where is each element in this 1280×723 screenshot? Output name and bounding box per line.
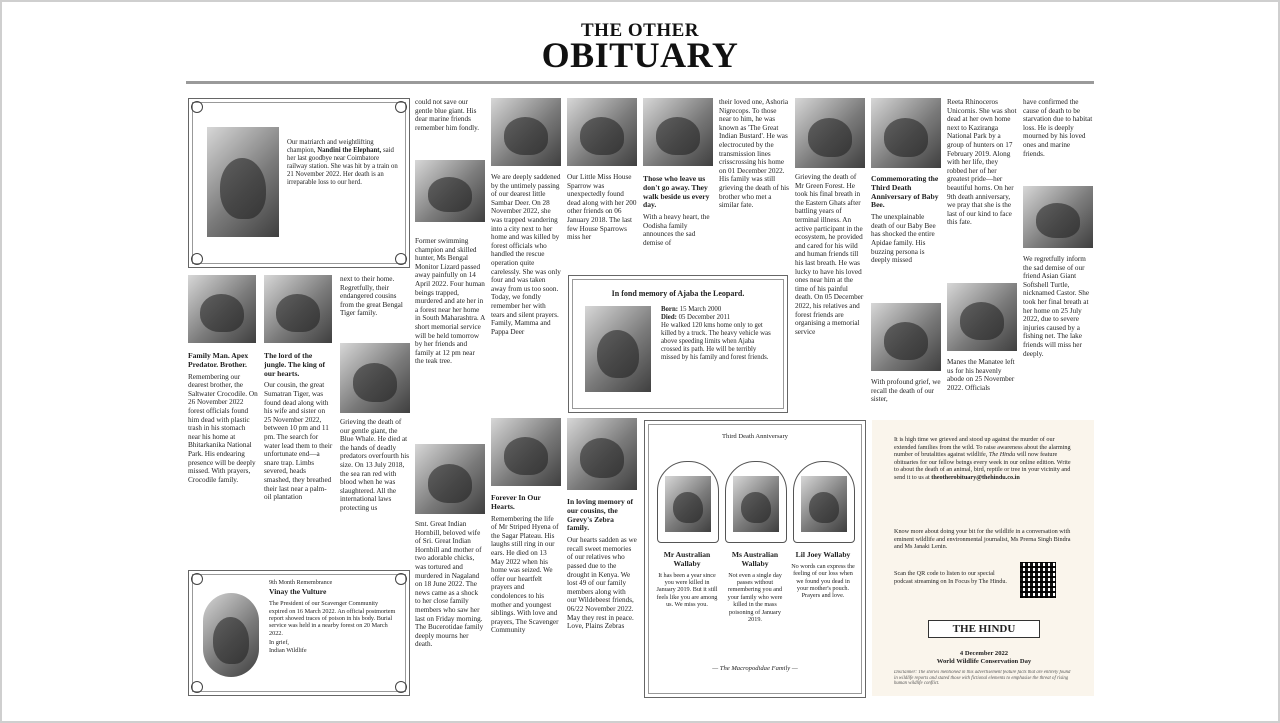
born-label: Born: <box>661 306 678 313</box>
wallaby-member-2 <box>723 549 787 659</box>
wallaby-box <box>644 420 866 698</box>
wallaby-name-3: Lil Joey Wallaby <box>795 550 851 559</box>
qr-code-icon[interactable] <box>1020 562 1056 598</box>
vulture-heading: Vinay the Vulture <box>269 587 327 597</box>
the-hindu-logo: THE HINDU <box>928 620 1040 638</box>
leopard-text <box>661 306 775 396</box>
nandini-text <box>287 139 399 259</box>
wallaby-text-3: No words can express the feeling of our loss when we found you dead in your mother's pouch. Prayers and love. <box>791 562 855 600</box>
deer-obituary: We are deeply saddened by the untimely passing of our dearest little Sambar Deer. On 28 November 2022, she was trapped wandering into a city next to her home and was killed by forest officials who handled the rescue operation quite carelessly. She was only four and was taken away from us too soon. Today, we fondly remember her with tears and silent prayers. Family, Mamma and Pappa Deer <box>491 173 561 336</box>
appeal-podcast: Scan the QR code to listen to our special podcast streaming on In Focus by The Hindu. <box>894 570 1007 585</box>
vulture-title: 9th Month Remembrance <box>269 579 333 586</box>
leopard-box <box>568 275 788 413</box>
zebra-heading: In loving memory of our cousins, the Grevy's Zebra family. <box>567 497 634 533</box>
rhino-lead: With profound grief, we recall the death of our sister, <box>871 378 941 404</box>
appeal-date: 4 December 2022 <box>959 650 1009 657</box>
zebra-photo <box>567 418 637 490</box>
bee-heading: Commemorating the Third Death Anniversary of Baby Bee. <box>871 174 939 210</box>
manatee-photo <box>947 283 1017 351</box>
leopard-heading: In fond memory of Ajaba the Leopard. <box>611 289 745 298</box>
ornament-icon <box>191 681 203 693</box>
komodo-obituary: Former swimming champion and skilled hunter, Ms Bengal Monitor Lizard passed away painfully on 14 April 2022. Four human beings trapped, murdered and ate her in a forest near her home in South Maharashtra. A short memorial service will be held tomorrow by her friends and family at 12 pm near the teak tree. <box>415 237 485 366</box>
bee-obituary <box>871 173 941 293</box>
ornament-icon <box>395 101 407 113</box>
komodo-photo <box>415 160 485 222</box>
appeal-conversation: Know more about doing your bit for the wildlife in a conversation with eminent wildlife and environmental journalist, Ms Prerna Singh Bindra and Ms Janaki Lenin. <box>894 528 1071 551</box>
masthead-title: OBITUARY <box>541 35 739 75</box>
wallaby-photo-2 <box>733 476 779 532</box>
forest-photo <box>795 98 865 168</box>
manatee-obituary: Manes the Manatee left us for his heavenly abode on 25 November 2022. Officials <box>947 358 1015 392</box>
masthead-line1: THE OTHER <box>581 20 699 41</box>
wallaby-name-2: Ms Australian Wallaby <box>731 550 779 568</box>
vulture-text <box>269 579 397 689</box>
masthead-rule <box>186 81 1094 84</box>
died-label: Died: <box>661 314 677 321</box>
hyena-photo <box>491 418 561 486</box>
hornbill-photo <box>415 444 485 514</box>
appeal-disclaimer: Disclaimer: The stories mentioned in this advertisement feature facts that are entirely found in wildlife reports and stated those with fictional elements to emphasise the threat of rising human wildlife conflict. <box>894 670 1071 687</box>
tiger-continued: next to their home. Regretfully, their endangered cousins from the great Bengal Tiger family. <box>340 275 403 318</box>
tiger-obituary <box>264 350 334 560</box>
wallaby-name-1: Mr Australian Wallaby <box>663 550 711 568</box>
appeal-panel <box>872 420 1094 696</box>
hyena-obituary <box>491 492 561 696</box>
nandini-text-post: said her last goodbye near Coimbatore railway station. She was hit by a train on 21 November 2022. Her death is an irreparable loss to our herd. <box>287 147 398 186</box>
tiger-text: Our cousin, the great Sumatran Tiger, was found dead along with his wife and sister on 25 November 2022, between 10 pm and 11 pm. The search for water lead them to their unfortunate end—a snare trap. Limbs severed, heads smashed, they breathed their last near a palm-oil plantation <box>264 381 333 502</box>
ornament-icon <box>191 573 203 585</box>
sparrow-obituary: Our Little Miss House Sparrow was unexpectedly found dead along with her 200 other friends on 06 January 2018. The last few House Sparrows miss her <box>567 173 637 242</box>
wallaby-frame-1 <box>657 461 719 543</box>
deer-photo <box>491 98 561 166</box>
vulture-box <box>188 570 410 696</box>
born-date: 15 March 2000 <box>679 306 722 313</box>
zebra-obituary <box>567 496 637 696</box>
wallaby-text-1: It has been a year since you were killed in January 2019. But it still feels like you are among us. We miss you. <box>656 571 718 609</box>
rhino-photo <box>871 303 941 371</box>
appeal-intro-pre: It is high time we grieved and stood up against the murder of our extended families from the wild. To raise awareness about the alarming number of brutalities against wildlife, <box>894 436 1071 459</box>
whale-obituary: Grieving the death of our gentle giant, the Blue Whale. He died at the hands of deadly predators overfourth his size. On 13 July 2018, the sea ran red with blood when he was slaughtered. All the international laws protecting us <box>340 418 410 512</box>
crocodile-heading: Family Man. Apex Predator. Brother. <box>188 351 249 369</box>
nandini-name: Nandini the Elephant, <box>317 147 382 154</box>
manatee-continued: have confirmed the cause of death to be starvation due to habitat loss. He is deeply mourned by his loved ones and marine friends. <box>1023 98 1093 158</box>
ornament-icon <box>191 101 203 113</box>
crocodile-photo <box>188 275 256 343</box>
wallaby-frame-3 <box>793 461 855 543</box>
wallaby-title: Third Death Anniversary <box>722 433 788 440</box>
bustard-obituary <box>643 173 713 273</box>
leopard-photo <box>585 306 651 392</box>
appeal-intro <box>894 436 1074 526</box>
vulture-photo <box>203 593 259 677</box>
bustard-continued: their loved one, Ashoria Nigrecops. To those near to him, he was known as 'The Great Indian Bustard'. He was electrocuted by the transmission lines crisscrossing his home on 01 December 2022. His family was still grieving the death of his brother who met a similar fate. <box>719 98 789 210</box>
zebra-text: Our hearts sadden as we recall sweet memories of our relatives who passed due to the drought in Kenya. We lost 49 of our family members along with our Wildebeest friends, 06/22 November 2022. May they rest in peace. Love, Plains Zebras <box>567 536 637 631</box>
hyena-text: Remembering the life of Mr Striped Hyena of the Sagar Plateau. His laughs still ring in our ears. He died on 13 May 2022 when his home was seized. We offer our heartfelt prayers and condolences to his mother and youngest siblings. With love and prayers, The Scavenger Community <box>491 514 559 635</box>
bee-text: The unexplainable death of our Baby Bee has shocked the entire Apidae family. His buzzing persona is deeply missed <box>871 213 936 265</box>
vulture-sign-2: Indian Wildlife <box>269 646 307 654</box>
wallaby-frame-2 <box>725 461 787 543</box>
bustard-heading: Those who leave us don't go away. They walk beside us every day. <box>643 174 710 210</box>
crocodile-obituary <box>188 350 258 560</box>
leopard-story: He walked 120 kms home only to get killed by a truck. The heavy vehicle was above speeding limits when Ajaba crossed its path. He will be terribly missed by his family and forest friends. <box>661 322 771 361</box>
nandini-text-pre: Our matriarch and weightlifting champion, <box>287 139 374 154</box>
wallaby-photo-1 <box>665 476 711 532</box>
bustard-text: With a heavy heart, the Oodisha family announces the sad demise of <box>643 213 710 247</box>
sparrow-photo <box>567 98 637 166</box>
elephant-photo <box>207 127 279 237</box>
appeal-email-link[interactable]: theotherobituary@thehindu.co.in <box>931 473 1020 481</box>
vulture-sign-1: In grief, <box>269 639 289 647</box>
wallaby-photo-3 <box>801 476 847 532</box>
forest-obituary: Grieving the death of Mr Green Forest. He took his final breath in the Eastern Ghats after battling years of terminal illness. An active participant in the ecosystem, he provided and cared for his wild and human friends till his last breath. He was lucky to have his loved ones near him at the time of his painful death. On 05 December 2022, his relatives and forest friends are organising a memorial service <box>795 173 864 336</box>
whale-continued: could not save our gentle blue giant. His dear marine friends remember him fondly. <box>415 98 480 132</box>
crocodile-text: Remembering our dearest brother, the Saltwater Crocodile. On 26 November 2022 forest officials found him dead with plastic trash in his stomach near his home at Bhitarkanika National Park. His endearing presence will be deeply missed. With prayers, Crocodile family. <box>188 372 258 484</box>
tiger-heading: The lord of the jungle. The king of our hearts. <box>264 351 326 378</box>
bee-photo <box>871 98 941 168</box>
turtle-photo <box>1023 186 1093 248</box>
ornament-icon <box>191 253 203 265</box>
died-date: 05 December 2011 <box>678 314 731 321</box>
vulture-story: The President of our Scavenger Community expired on 16 March 2022. An official postmortem report showed traces of poison in his body. Burial service was held in a nearby forest on 20 March 2022. <box>269 600 396 637</box>
hornbill-obituary: Smt. Great Indian Hornbill, beloved wife of Sri. Great Indian Hornbill and mother of two adorable chicks, was tortured and murdered in Nagaland on 18 June 2022. The news came as a shock to her close family members who saw her last on Friday morning. The Bucerotidae family deeply mourns her death. <box>415 520 484 649</box>
wallaby-text-2: Not even a single day passes without remembering you and your family who were killed in the mass poisoning of January 2019. <box>727 571 783 624</box>
wallaby-signoff: — The Macropodidae Family — <box>712 665 798 672</box>
turtle-obituary: We regretfully inform the sad demise of our friend Asian Giant Softshell Turtle, nicknamed Castor. She took her final breath at her home on 25 July 2022, due to severe injuries caused by a fishing net. The lake friends will miss her deeply. <box>1023 255 1090 358</box>
wallaby-member-3 <box>791 549 855 659</box>
whale-photo <box>340 343 410 413</box>
hyena-heading: Forever In Our Hearts. <box>491 493 541 511</box>
bustard-photo <box>643 98 713 166</box>
appeal-intro-post: will now feature obituaries for our fellow beings every week in our online edition. Write to about the death of an animal, bird, reptile or tree in your vicinity and send it to us at <box>894 451 1071 481</box>
appeal-paper-name: The Hindu <box>988 451 1016 459</box>
tiger-photo <box>264 275 332 343</box>
wallaby-member-1 <box>655 549 719 659</box>
appeal-day: World Wildlife Conservation Day <box>936 658 1032 665</box>
nandini-box <box>188 98 410 268</box>
rhino-obituary: Reeta Rhinoceros Unicornis. She was shot dead at her own home next to Kaziranga National Park by a group of hunters on 17 February 2019. Along with her life, they robbed her of her greatest pride—her beautiful horns. On her 9th death anniversary, we pray that she is the last of our kind to face this fate. <box>947 98 1017 227</box>
